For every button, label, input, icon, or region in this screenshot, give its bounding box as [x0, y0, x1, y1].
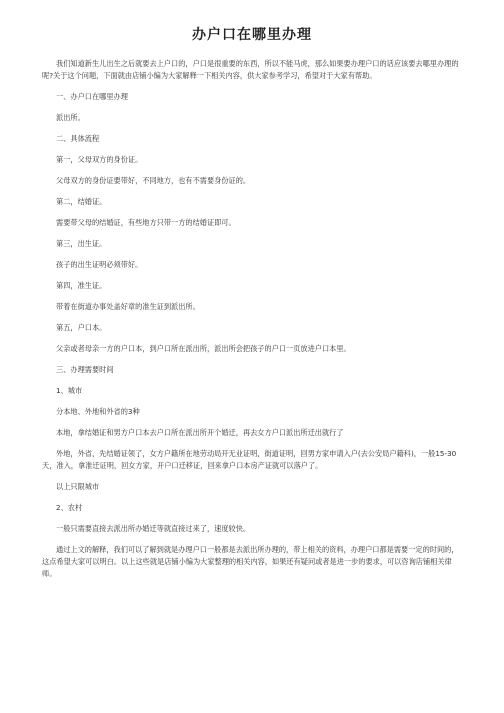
- body-line: 父母双方的身份证要带好，不同地方，也有不需要身份证的。: [56, 176, 251, 185]
- body-line: 第二，结婚证。: [56, 197, 107, 206]
- body-line: 父亲或者母亲一方的户口本，到户口所在派出所，派出所会把孩子的户口一页放进户口本里。: [56, 344, 351, 353]
- body-line: 派出所。: [56, 113, 85, 122]
- section-heading: 三、办理需要时间: [56, 365, 114, 374]
- body-line: 本地，拿结婚证和男方户口本去户口所在派出所开个婚迁，再去女方户口派出所迁出就行了: [56, 428, 344, 437]
- body-line: 第四，准生证。: [56, 281, 107, 290]
- body-line: 第一，父母双方的身份证。: [56, 155, 143, 164]
- body-line: 一般只需要直接去派出所办婚迁等就直接过来了，速度较快。: [56, 524, 251, 533]
- body-line: 需要带父母的结婚证，有些地方只带一方的结婚证即可。: [56, 218, 236, 227]
- body-line: 带着在街道办事处盖好章的准生证到派出所。: [56, 302, 200, 311]
- body-line: 以上只限城市: [56, 482, 100, 491]
- subsection-heading: 1、城市: [56, 386, 83, 395]
- body-line: 孩子的出生证明必须带好。: [56, 260, 143, 269]
- conclusion-paragraph: 通过上文的解释，我们可以了解到就是办理户口一般都是去派出所办理的，带上相关的资料，办理户口都是需要一定的时间的，这点希望大家可以明白。以上这些就是店铺小编为大家整理的相关内容，如果还有疑问或者是进一步的要求，可以咨询店铺相关律师。: [42, 545, 459, 578]
- article-body: [42, 58, 462, 580]
- body-line: 第五，户口本。: [56, 323, 107, 332]
- subsection-heading: 2、农村: [56, 503, 83, 512]
- intro-paragraph: 我们知道新生儿出生之后就要去上户口的，户口是很重要的东西，所以不能马虎，那么如果要办理户口的话应该要去哪里办理的呢?关于这个问题，下面就由店铺小编为大家解释一下相关内容，供大家参考学习，希望对于大家有帮助。: [42, 59, 459, 80]
- section-heading: 二、具体流程: [56, 134, 100, 143]
- section-heading: 一、办户口在哪里办理: [56, 92, 128, 101]
- body-line: 分本地、外地和外省的3种: [56, 407, 140, 416]
- page-title: 办户口在哪里办理: [192, 27, 312, 43]
- body-paragraph: 外地，外省，先结婚证领了，女方户籍所在地劳动局开无业证明，街道证明，回男方家申请入户(去公安局户籍科)，一般15-30天，准入，拿准迁证明，回女方家，开户口迁移证，回来拿户口本房产证就可以落户了。: [42, 449, 457, 470]
- body-line: 第三，出生证。: [56, 239, 107, 248]
